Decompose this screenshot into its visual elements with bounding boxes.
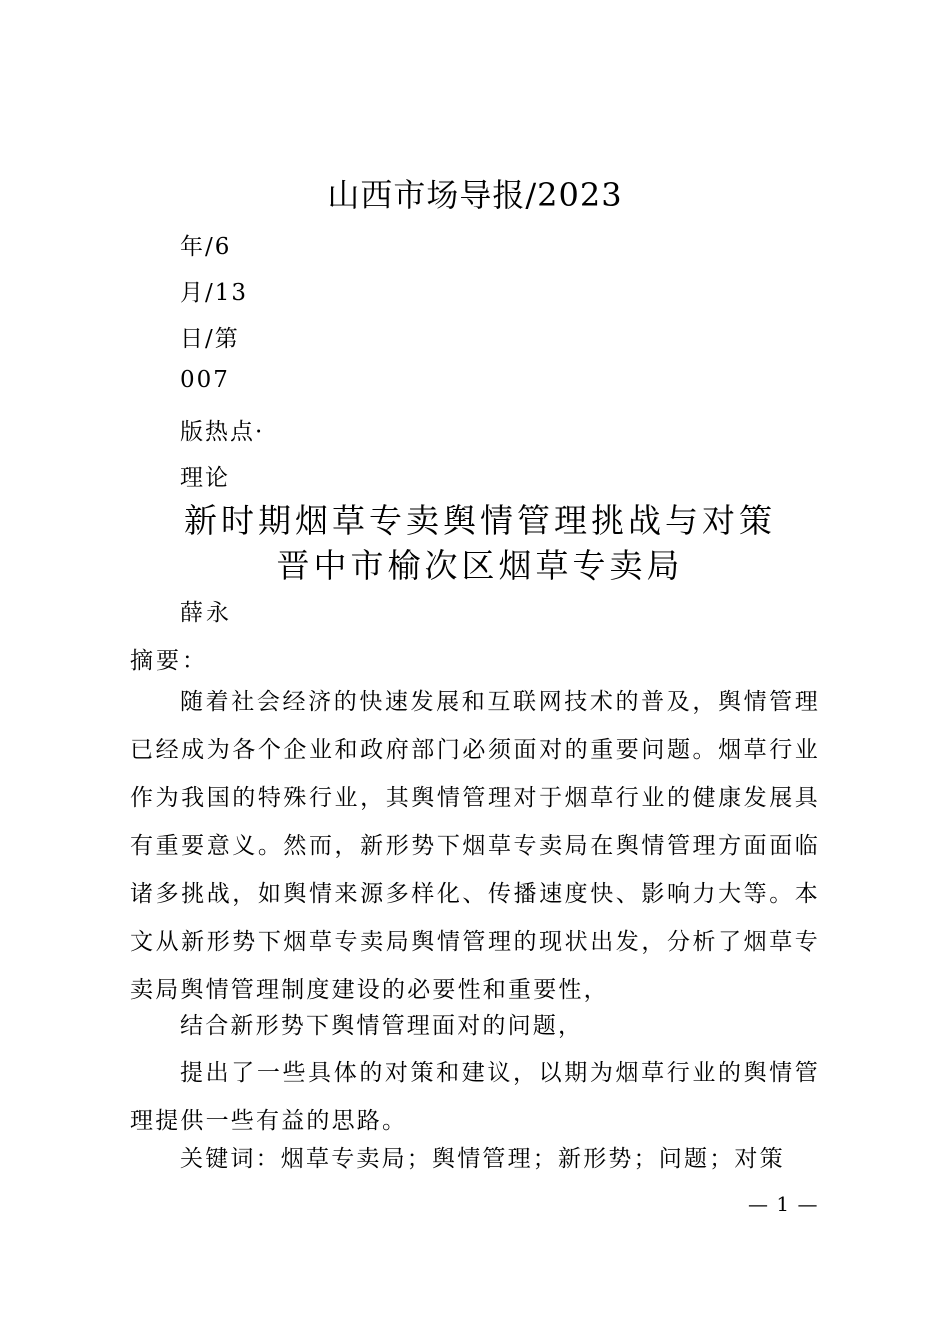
article-title: 新时期烟草专卖舆情管理挑战与对策 (184, 501, 776, 540)
abstract-label: 摘要： (130, 648, 208, 674)
abstract-paragraph-2: 结合新形势下舆情管理面对的问题， (180, 1013, 584, 1039)
author-name: 薛永 (180, 600, 232, 626)
meta-line-year: 年/6 (180, 234, 232, 260)
abstract-paragraph-3: 提出了一些具体的对策和建议，以期为烟草行业的舆情管理提供一些有益的思路。 (130, 1060, 820, 1134)
abstract-paragraph-1: 随着社会经济的快速发展和互联网技术的普及，舆情管理已经成为各个企业和政府部门必须面对的重要问题。烟草行业作为我国的特殊行业，其舆情管理对于烟草行业的健康发展具有重要意义。然而，新形势下烟草专卖局在舆情管理方面面临诸多挑战，如舆情来源多样化、传播速度快、影响力大等。本文从新形势下烟草专卖局舆情管理的现状出发，分析了烟草专卖局舆情管理制度建设的必要性和重要性， (130, 689, 820, 1003)
page-number: — 1 — (748, 1192, 819, 1216)
keywords-line: 关键词：烟草专卖局；舆情管理；新形势；问题；对策 (180, 1146, 785, 1172)
meta-line-section: 版热点· (180, 419, 265, 445)
meta-line-edition: 007 (180, 367, 230, 393)
meta-line-month: 月/13 (180, 280, 249, 306)
meta-line-day: 日/第 (180, 326, 240, 352)
masthead-title: 山西市场导报/2023 (327, 176, 623, 214)
meta-line-category: 理论 (180, 465, 230, 491)
article-subtitle: 晋中市榆次区烟草专卖局 (276, 546, 684, 585)
